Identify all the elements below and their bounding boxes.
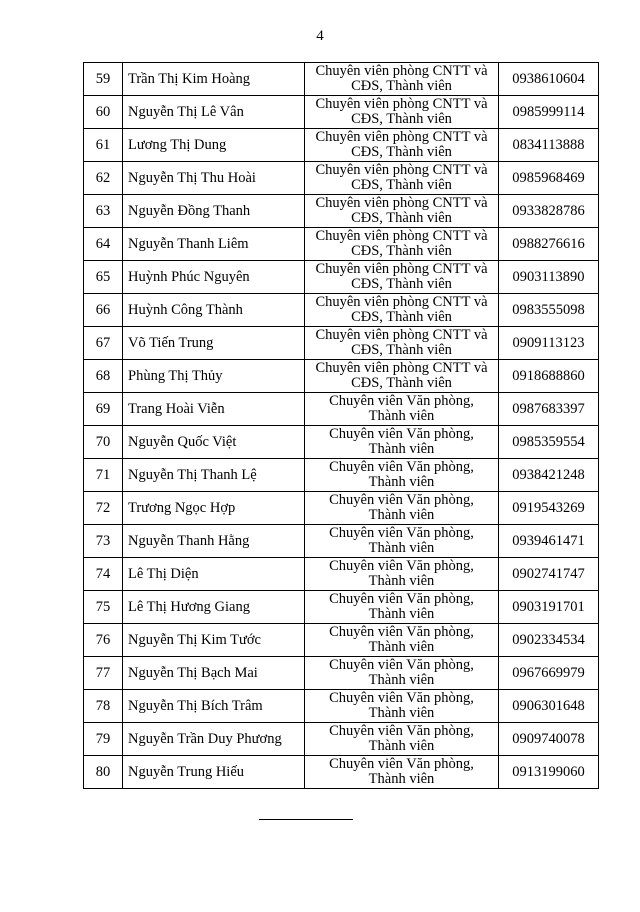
member-name-cell: Võ Tiến Trung — [123, 327, 305, 360]
row-number-cell: 67 — [84, 327, 123, 360]
member-role-cell — [305, 327, 499, 360]
member-name-cell: Lê Thị Hương Giang — [123, 591, 305, 624]
member-role-line1: Chuyên viên phòng CNTT và — [315, 96, 488, 112]
member-phone-cell: 0939461471 — [499, 525, 599, 558]
member-role-cell — [305, 723, 499, 756]
member-role-line1: Chuyên viên phòng CNTT và — [315, 360, 488, 376]
member-role-cell — [305, 657, 499, 690]
member-role-line2: CĐS, Thành viên — [351, 144, 452, 160]
member-name-cell: Nguyễn Quốc Việt — [123, 426, 305, 459]
member-phone-cell: 0909740078 — [499, 723, 599, 756]
member-role-line2: Thành viên — [368, 771, 435, 787]
member-role-cell — [305, 591, 499, 624]
table-row — [84, 756, 599, 789]
row-number-cell: 61 — [84, 129, 123, 162]
table-row — [84, 327, 599, 360]
member-phone-cell: 0985999114 — [499, 96, 599, 129]
member-role-line1: Chuyên viên phòng CNTT và — [315, 261, 488, 277]
member-name-cell: Huỳnh Phúc Nguyên — [123, 261, 305, 294]
member-role-cell — [305, 360, 499, 393]
member-role-cell — [305, 129, 499, 162]
member-role-line2: Thành viên — [368, 507, 435, 523]
row-number-cell: 69 — [84, 393, 123, 426]
member-name-cell: Phùng Thị Thủy — [123, 360, 305, 393]
member-role-line1: Chuyên viên Văn phòng, — [329, 657, 474, 673]
member-phone-cell: 0919543269 — [499, 492, 599, 525]
member-phone-cell: 0988276616 — [499, 228, 599, 261]
member-name-cell: Nguyễn Thị Kim Tước — [123, 624, 305, 657]
member-role-line1: Chuyên viên phòng CNTT và — [315, 162, 488, 178]
member-phone-cell: 0902334534 — [499, 624, 599, 657]
member-phone-cell: 0933828786 — [499, 195, 599, 228]
row-number-cell: 66 — [84, 294, 123, 327]
member-role-line1: Chuyên viên Văn phòng, — [329, 459, 474, 475]
member-phone-cell: 0987683397 — [499, 393, 599, 426]
table-row — [84, 492, 599, 525]
member-name-cell: Nguyễn Trần Duy Phương — [123, 723, 305, 756]
member-name-cell: Nguyễn Thị Bạch Mai — [123, 657, 305, 690]
member-role-line2: Thành viên — [368, 573, 435, 589]
member-role-line2: CĐS, Thành viên — [351, 276, 452, 292]
row-number-cell: 74 — [84, 558, 123, 591]
row-number-cell: 75 — [84, 591, 123, 624]
member-name-cell: Nguyễn Thanh Hằng — [123, 525, 305, 558]
table-row — [84, 393, 599, 426]
member-role-line2: CĐS, Thành viên — [351, 309, 452, 325]
table-row — [84, 459, 599, 492]
member-name-cell: Lương Thị Dung — [123, 129, 305, 162]
member-role-line1: Chuyên viên Văn phòng, — [329, 723, 474, 739]
member-role-line1: Chuyên viên phòng CNTT và — [315, 129, 488, 145]
member-name-cell: Nguyễn Thị Thanh Lệ — [123, 459, 305, 492]
member-phone-cell: 0903191701 — [499, 591, 599, 624]
row-number-cell: 73 — [84, 525, 123, 558]
member-role-line1: Chuyên viên Văn phòng, — [329, 756, 474, 772]
member-role-cell — [305, 492, 499, 525]
member-phone-cell: 0985968469 — [499, 162, 599, 195]
row-number-cell: 70 — [84, 426, 123, 459]
member-role-line2: Thành viên — [368, 639, 435, 655]
member-role-cell — [305, 756, 499, 789]
member-table — [83, 62, 599, 789]
member-phone-cell: 0906301648 — [499, 690, 599, 723]
member-role-line1: Chuyên viên Văn phòng, — [329, 690, 474, 706]
member-role-line2: Thành viên — [368, 738, 435, 754]
member-role-line1: Chuyên viên Văn phòng, — [329, 525, 474, 541]
table-row — [84, 63, 599, 96]
table-row — [84, 624, 599, 657]
member-role-line2: CĐS, Thành viên — [351, 342, 452, 358]
member-name-cell: Trang Hoài Viễn — [123, 393, 305, 426]
member-phone-cell: 0918688860 — [499, 360, 599, 393]
member-role-line2: CĐS, Thành viên — [351, 243, 452, 259]
member-role-cell — [305, 63, 499, 96]
table-row — [84, 294, 599, 327]
member-role-line2: CĐS, Thành viên — [351, 111, 452, 127]
member-phone-cell: 0985359554 — [499, 426, 599, 459]
row-number-cell: 65 — [84, 261, 123, 294]
footer-divider — [259, 819, 353, 820]
member-role-cell — [305, 195, 499, 228]
table-row — [84, 96, 599, 129]
row-number-cell: 60 — [84, 96, 123, 129]
member-role-cell — [305, 426, 499, 459]
member-phone-cell: 0903113890 — [499, 261, 599, 294]
member-role-line2: CĐS, Thành viên — [351, 177, 452, 193]
member-role-cell — [305, 162, 499, 195]
row-number-cell: 71 — [84, 459, 123, 492]
member-role-line1: Chuyên viên phòng CNTT và — [315, 63, 488, 79]
table-row — [84, 228, 599, 261]
member-role-line1: Chuyên viên phòng CNTT và — [315, 327, 488, 343]
member-role-line1: Chuyên viên phòng CNTT và — [315, 228, 488, 244]
member-role-cell — [305, 393, 499, 426]
member-name-cell: Trần Thị Kim Hoàng — [123, 63, 305, 96]
member-role-line1: Chuyên viên phòng CNTT và — [315, 294, 488, 310]
member-role-cell — [305, 96, 499, 129]
member-role-line1: Chuyên viên Văn phòng, — [329, 624, 474, 640]
member-phone-cell: 0938421248 — [499, 459, 599, 492]
member-role-line2: CĐS, Thành viên — [351, 375, 452, 391]
member-role-line2: Thành viên — [368, 705, 435, 721]
row-number-cell: 63 — [84, 195, 123, 228]
member-table-body — [84, 63, 599, 789]
member-phone-cell: 0967669979 — [499, 657, 599, 690]
member-role-line2: Thành viên — [368, 474, 435, 490]
member-role-line2: Thành viên — [368, 672, 435, 688]
member-phone-cell: 0909113123 — [499, 327, 599, 360]
table-row — [84, 261, 599, 294]
row-number-cell: 59 — [84, 63, 123, 96]
member-name-cell: Lê Thị Diện — [123, 558, 305, 591]
row-number-cell: 68 — [84, 360, 123, 393]
table-row — [84, 360, 599, 393]
member-phone-cell: 0983555098 — [499, 294, 599, 327]
page-number: 4 — [316, 28, 324, 44]
table-row — [84, 525, 599, 558]
member-name-cell: Trương Ngọc Hợp — [123, 492, 305, 525]
member-role-line2: Thành viên — [368, 408, 435, 424]
member-role-cell — [305, 558, 499, 591]
row-number-cell: 77 — [84, 657, 123, 690]
member-role-line2: Thành viên — [368, 441, 435, 457]
member-role-cell — [305, 228, 499, 261]
member-role-cell — [305, 624, 499, 657]
table-row — [84, 591, 599, 624]
row-number-cell: 79 — [84, 723, 123, 756]
member-role-line1: Chuyên viên Văn phòng, — [329, 558, 474, 574]
member-role-cell — [305, 294, 499, 327]
table-row — [84, 690, 599, 723]
member-phone-cell: 0834113888 — [499, 129, 599, 162]
member-name-cell: Nguyễn Thị Bích Trâm — [123, 690, 305, 723]
row-number-cell: 62 — [84, 162, 123, 195]
member-phone-cell: 0913199060 — [499, 756, 599, 789]
row-number-cell: 76 — [84, 624, 123, 657]
member-role-line2: CĐS, Thành viên — [351, 210, 452, 226]
member-role-cell — [305, 525, 499, 558]
table-row — [84, 723, 599, 756]
member-name-cell: Nguyễn Thanh Liêm — [123, 228, 305, 261]
member-role-line2: Thành viên — [368, 540, 435, 556]
member-name-cell: Nguyễn Thị Lê Vân — [123, 96, 305, 129]
member-name-cell: Nguyễn Đồng Thanh — [123, 195, 305, 228]
table-row — [84, 558, 599, 591]
member-role-cell — [305, 261, 499, 294]
member-role-cell — [305, 690, 499, 723]
member-role-line1: Chuyên viên Văn phòng, — [329, 393, 474, 409]
table-row — [84, 195, 599, 228]
row-number-cell: 78 — [84, 690, 123, 723]
member-name-cell: Nguyễn Trung Hiếu — [123, 756, 305, 789]
member-name-cell: Nguyễn Thị Thu Hoài — [123, 162, 305, 195]
member-role-line1: Chuyên viên Văn phòng, — [329, 492, 474, 508]
member-role-line1: Chuyên viên Văn phòng, — [329, 591, 474, 607]
member-name-cell: Huỳnh Công Thành — [123, 294, 305, 327]
member-role-line1: Chuyên viên phòng CNTT và — [315, 195, 488, 211]
member-role-line2: CĐS, Thành viên — [351, 78, 452, 94]
row-number-cell: 64 — [84, 228, 123, 261]
member-phone-cell: 0902741747 — [499, 558, 599, 591]
member-role-line2: Thành viên — [368, 606, 435, 622]
table-row — [84, 426, 599, 459]
member-phone-cell: 0938610604 — [499, 63, 599, 96]
member-role-line1: Chuyên viên Văn phòng, — [329, 426, 474, 442]
table-row — [84, 162, 599, 195]
table-row — [84, 129, 599, 162]
row-number-cell: 80 — [84, 756, 123, 789]
row-number-cell: 72 — [84, 492, 123, 525]
table-row — [84, 657, 599, 690]
member-role-cell — [305, 459, 499, 492]
